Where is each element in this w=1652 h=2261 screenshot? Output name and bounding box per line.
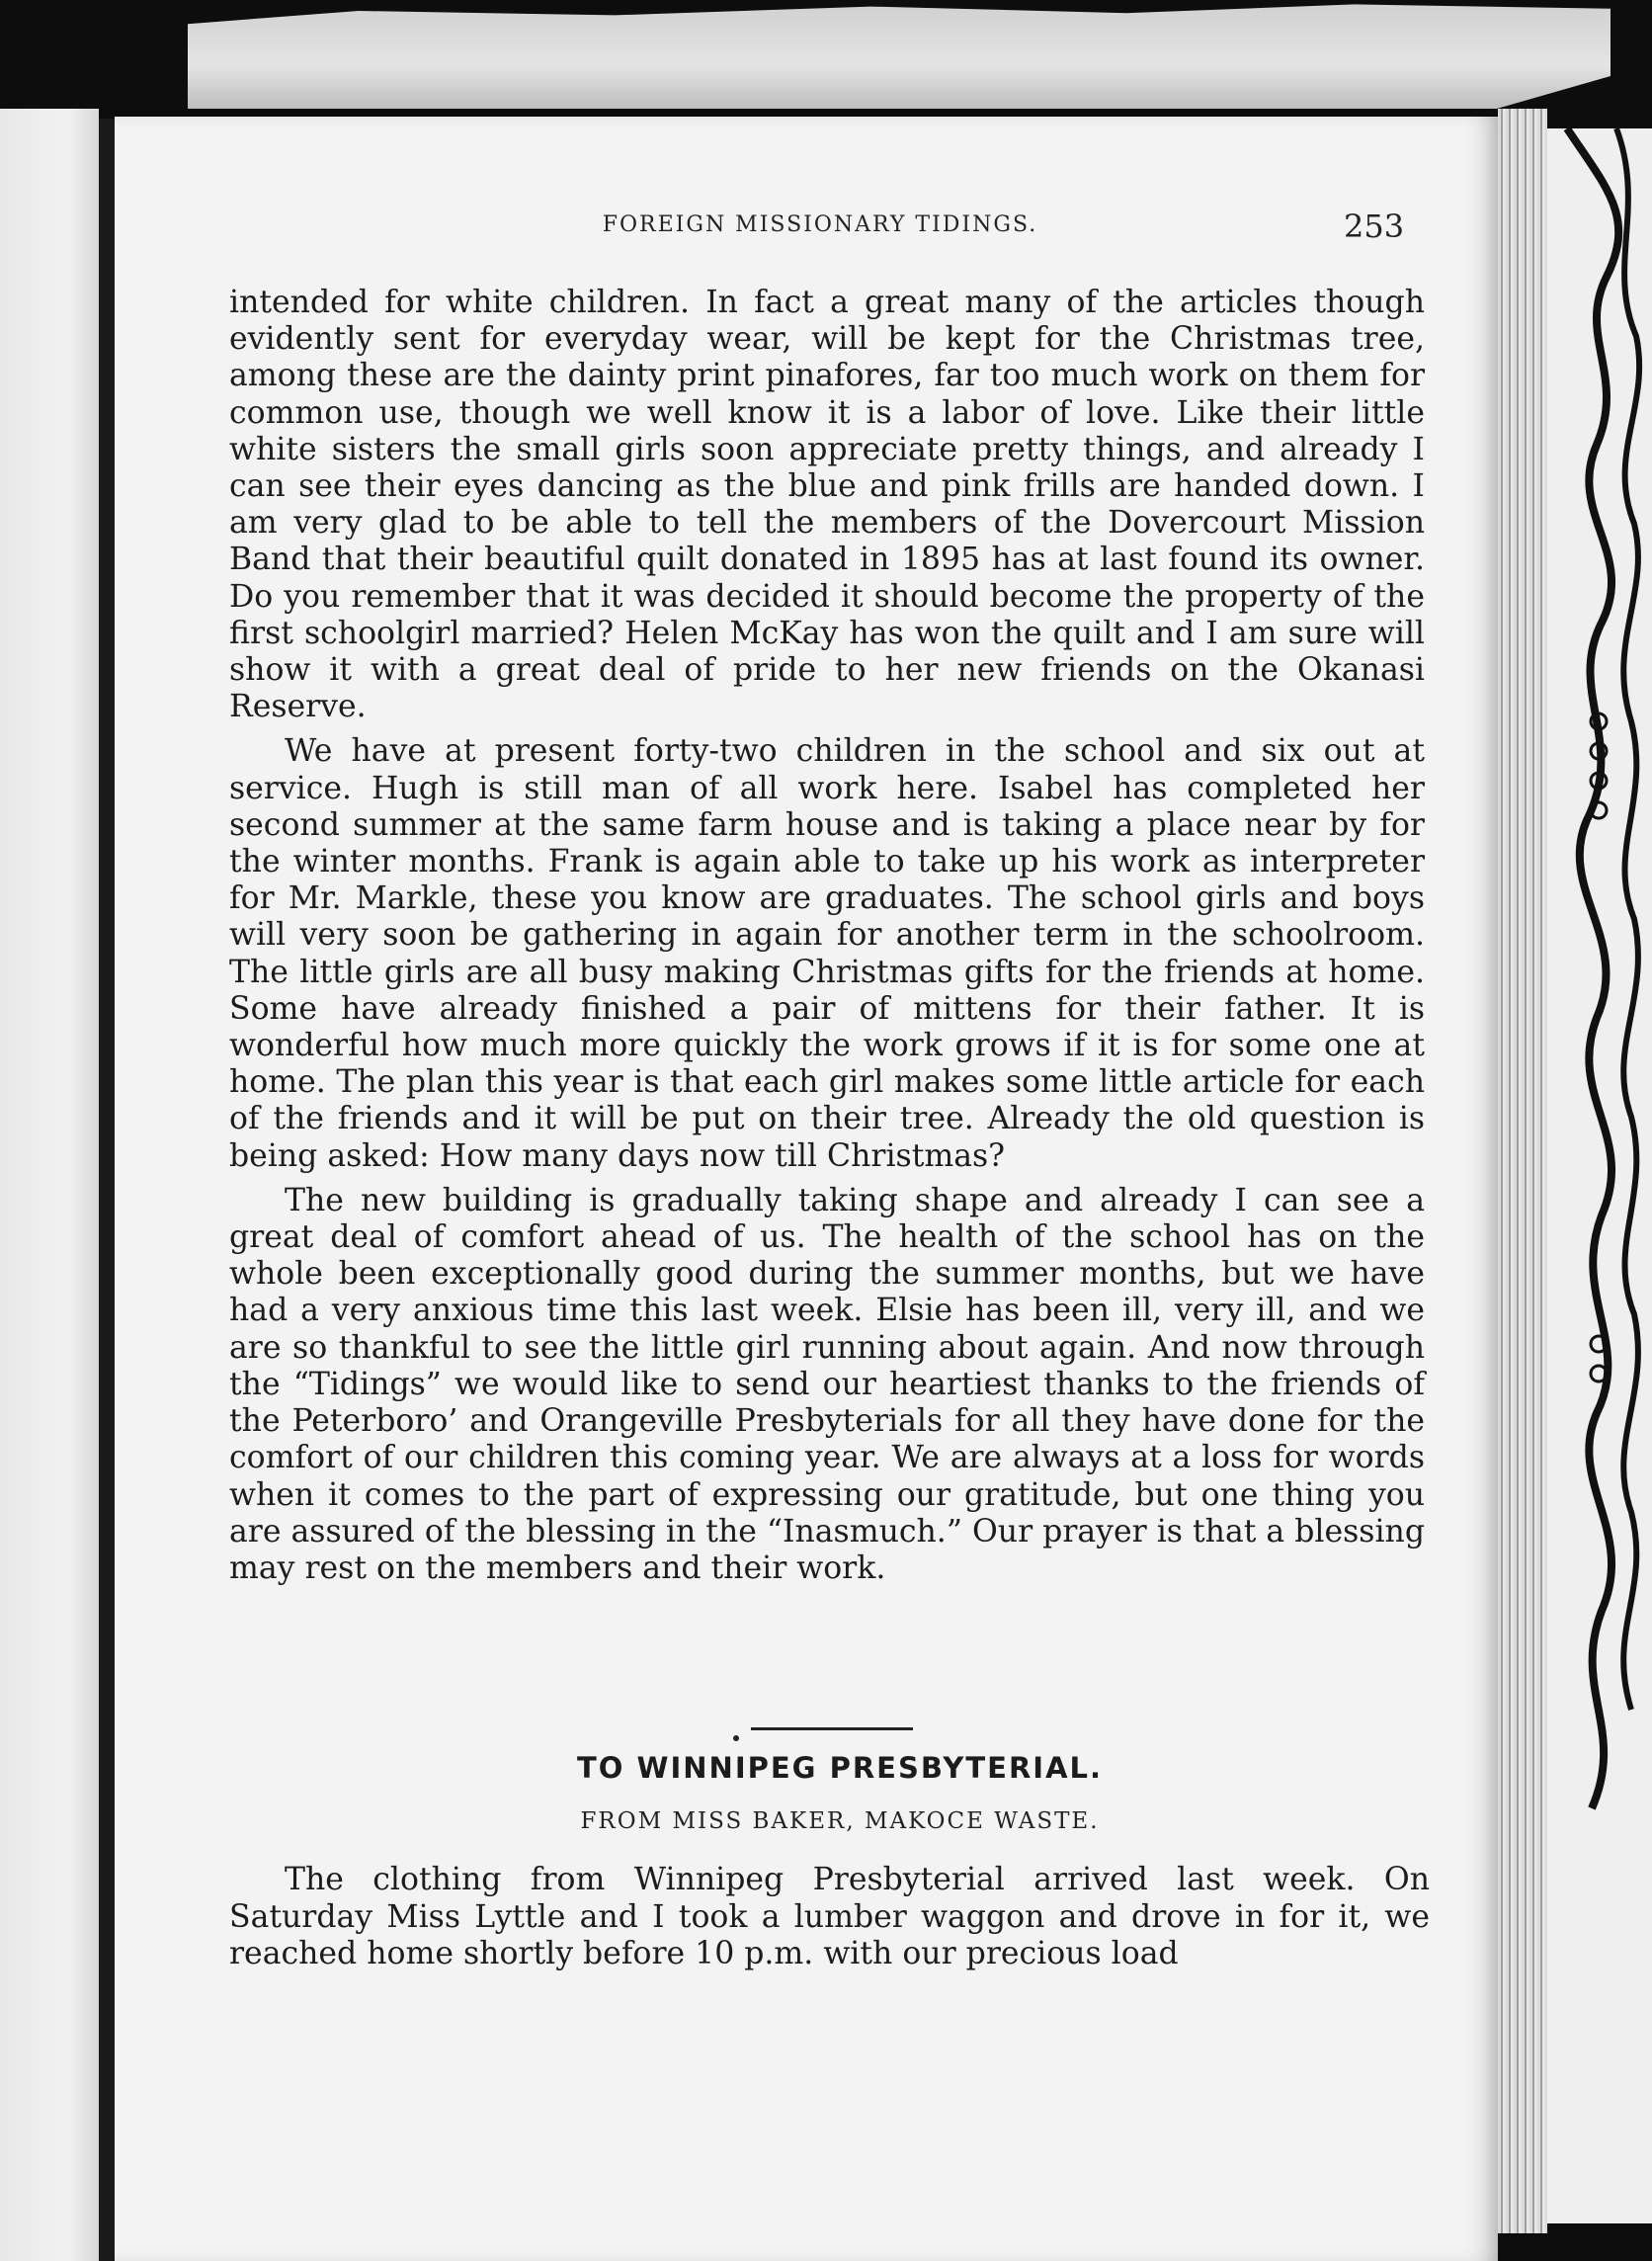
torn-paper-edge (188, 0, 1611, 109)
book-gutter (99, 119, 115, 2261)
running-head: FOREIGN MISSIONARY TIDINGS. (602, 212, 1038, 237)
section-body (229, 1862, 1430, 1973)
section-heading: TO WINNIPEG PRESBYTERIAL. (576, 1751, 1104, 1785)
section-subheading: FROM MISS BAKER, MAKOCE WASTE. (580, 1808, 1100, 1834)
paragraph: intended for white children. In fact a great many of the articles though evidently sent for everyday wear, will be kept for the Christmas tree, among these are the dainty print pinafores, far too much work on them for common use, though we well know it is a labor of love. Like their little white sisters the small girls soon appreciate pretty things, and already I can see their eyes dancing as the blue and pink frills are handed down. I am very glad to be able to tell the members of the Dovercourt Mission Band that their beautiful quilt donated in 1895 has at last found its owner. Do you remember that it was decided it should become the property of the first schoolgirl married? Helen McKay has won the quilt and I am sure will show it with a great deal of pride to her new friends on the Okanasi Reserve. (229, 285, 1425, 725)
paragraph: The clothing from Winnipeg Presbyterial arrived last week. On Saturday Miss Lyttle and I took a lumber waggon and drove in for it, we reached home shortly before 10 p.m. with our precious load (229, 1862, 1430, 1971)
paragraph: The new building is gradually taking shape and already I can see a great deal of comfort ahead of us. The health of the school has on the whole been exceptionally good during the summer months, but we have had a very anxious time this last week. Elsie has been ill, very ill, and we are so thankful to see the little girl running about again. And now through the “Tidings” we would like to send our heartiest thanks to the friends of the Peterboro’ and Orangeville Presbyterials for all they have done for the comfort of our children this coming year. We are always at a loss for words when it comes to the part of expressing our gratitude, but one thing you are assured of the blessing in the “Inasmuch.” Our prayer is that a blessing may rest on the members and their work. (229, 1182, 1425, 1586)
section-divider (751, 1727, 913, 1730)
article-body (229, 285, 1425, 1587)
paragraph: We have at present forty-two children in the school and six out at service. Hugh is still man of all work here. Isabel has completed her second summer at the same farm house and is taking a place near by for the winter months. Frank is again able to take up his work as interpreter for Mr. Markle, these you know are graduates. The school girls and boys will very soon be gathering in again for another term in the schoolroom. The little girls are all busy making Christmas gifts for the friends at home. Some have already finished a pair of mittens for their father. It is wonderful how much more quickly the work grows if it is for some one at home. The plan this year is that each girl makes some little article for each of the friends and it will be put on their tree. Already the old question is being asked: How many days now till Christmas? (229, 733, 1425, 1174)
page-edges (1498, 109, 1547, 2233)
divider-dot (733, 1735, 739, 1741)
left-facing-page (0, 109, 99, 2261)
scroll-ornament-icon (1547, 128, 1652, 2223)
page-number: 253 (1344, 208, 1405, 245)
decorative-border (1547, 128, 1652, 2223)
